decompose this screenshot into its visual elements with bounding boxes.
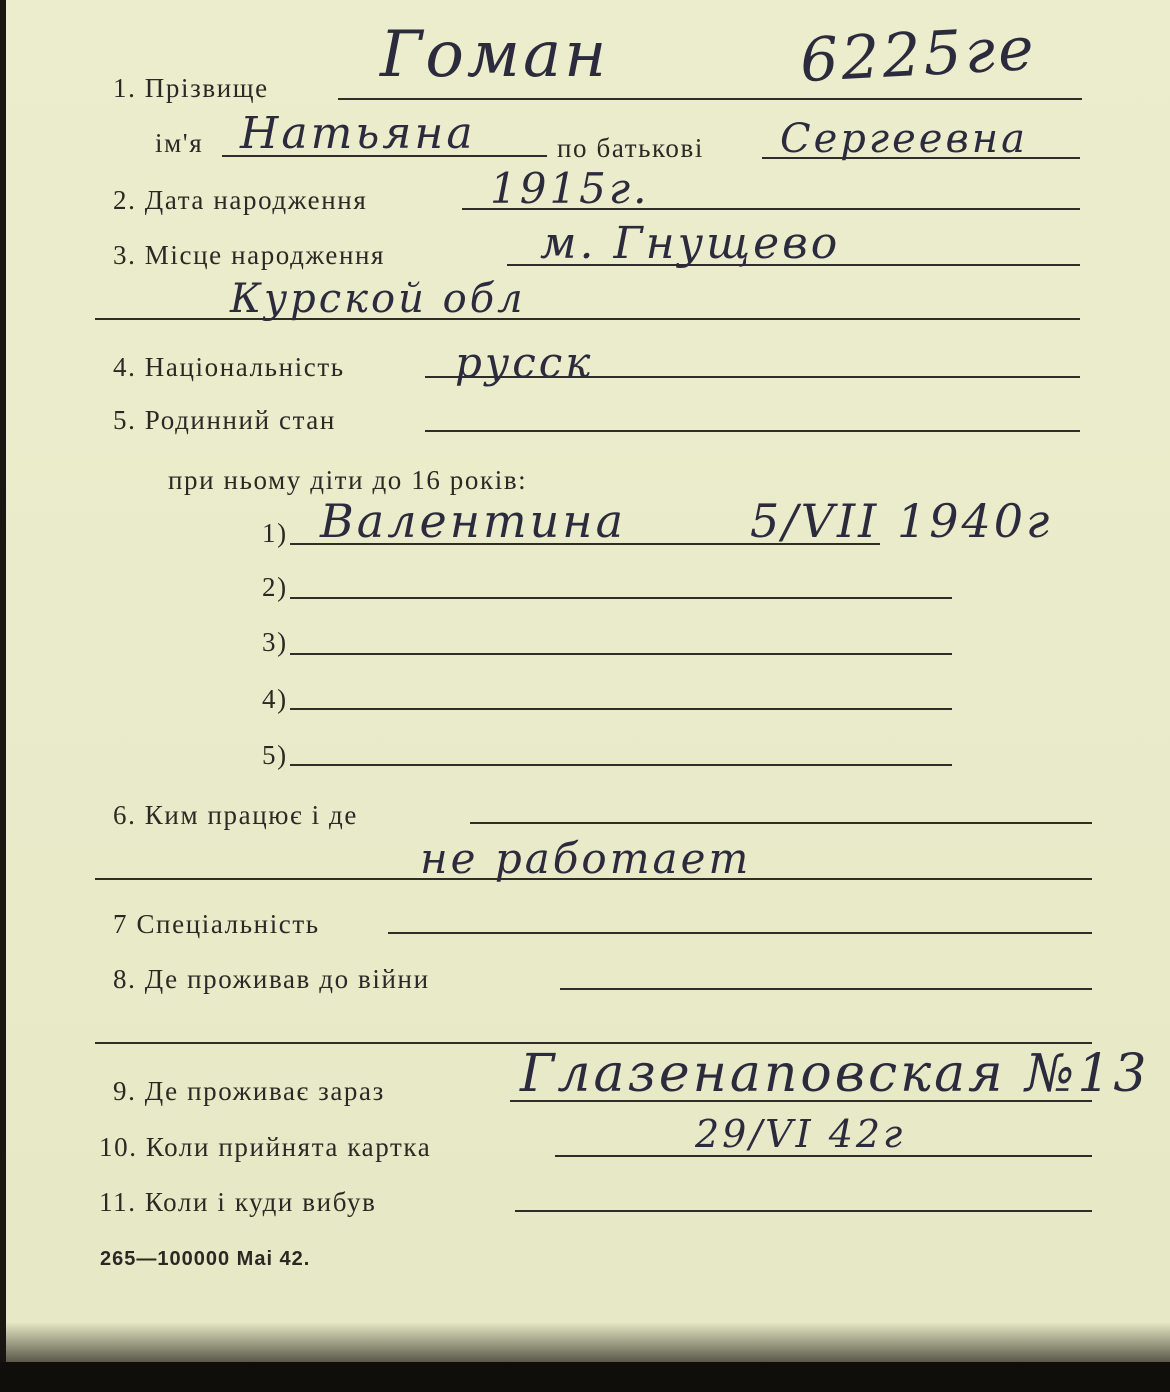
- label-child-3: 3): [262, 627, 288, 657]
- label-child-2: 2): [262, 572, 288, 602]
- scan-left-edge: [0, 0, 6, 1392]
- label-birth-place: 3. Місце народження: [113, 240, 386, 270]
- underline-surname: [338, 98, 1082, 100]
- label-card-date: 10. Коли прийнята картка: [99, 1132, 432, 1162]
- underline-child-2: [290, 597, 952, 599]
- underline-prewar-residence: [560, 988, 1092, 990]
- label-child-4: 4): [262, 684, 288, 714]
- entry-card-date: 29/VI 42г: [695, 1112, 906, 1156]
- label-nationality: 4. Національність: [113, 352, 345, 382]
- label-specialty: 7 Спеціальність: [113, 909, 320, 939]
- underline-family-status: [425, 430, 1080, 432]
- print-code: 265—100000 Mai 42.: [100, 1248, 311, 1270]
- entry-birth-place-line1: м. Гнущево: [540, 218, 841, 269]
- entry-birth-place-line2: Курской обл: [230, 276, 526, 322]
- underline-child-3: [290, 653, 952, 655]
- label-patronymic: по батькові: [557, 133, 704, 163]
- entry-patronymic: Сергеевна: [780, 116, 1028, 162]
- label-birth-date: 2. Дата народження: [113, 185, 368, 215]
- entry-name: Натьяна: [240, 108, 476, 159]
- entry-nationality: русск: [455, 338, 594, 387]
- label-name: ім'я: [155, 128, 204, 158]
- entry-current-residence: Глазенаповская №13: [520, 1044, 1150, 1104]
- card-number: 6225ге: [798, 13, 1039, 97]
- label-departure: 11. Коли і куди вибув: [99, 1187, 377, 1217]
- entry-surname: Гоман: [380, 18, 610, 92]
- label-children-heading: при ньому діти до 16 років:: [168, 465, 528, 495]
- label-current-residence: 9. Де проживає зараз: [113, 1076, 385, 1106]
- underline-child-4: [290, 708, 952, 710]
- underline-specialty: [388, 932, 1092, 934]
- label-family-status: 5. Родинний стан: [113, 405, 336, 435]
- underline-child-5: [290, 764, 952, 766]
- label-prewar-residence: 8. Де проживав до війни: [113, 964, 430, 994]
- entry-child-1-name: Валентина: [320, 494, 627, 548]
- scan-bottom-edge: [0, 1362, 1170, 1392]
- label-child-5: 5): [262, 740, 288, 770]
- label-surname: 1. Прізвище: [113, 73, 269, 103]
- entry-work: не работает: [420, 834, 752, 883]
- entry-birth-date: 1915г.: [490, 164, 650, 213]
- underline-departure: [515, 1210, 1092, 1212]
- label-work: 6. Ким працює і де: [113, 800, 358, 830]
- underline-work: [470, 822, 1092, 824]
- label-child-1: 1): [262, 518, 288, 548]
- entry-child-1-date: 5/VII 1940г: [750, 494, 1053, 548]
